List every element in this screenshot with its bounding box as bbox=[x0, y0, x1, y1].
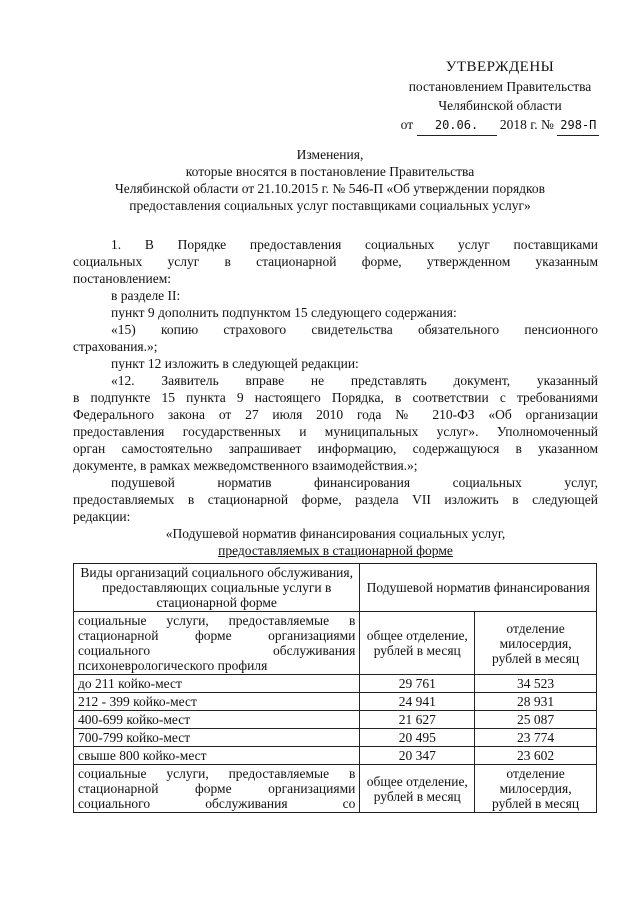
paragraph-12-line-4: предоставления государственных и муниципальных услуг». Уполномоченный bbox=[73, 424, 598, 439]
section-2-category bbox=[74, 765, 360, 813]
section-2-category-line: стационарной форме организациями bbox=[78, 781, 356, 796]
approval-line-2: Челябинской области bbox=[438, 98, 562, 113]
paragraph-point-12: пункт 12 изложить в следующей редакции: bbox=[111, 356, 359, 371]
approval-date-line bbox=[380, 115, 620, 136]
approval-date-prefix: от bbox=[400, 117, 414, 132]
paragraph-norm-line-1: подушевой норматив финансирования социальных услуг, bbox=[111, 475, 598, 490]
section-2-category-line: социального обслуживания со bbox=[78, 796, 356, 811]
row-label: 400-699 койко-мест bbox=[74, 711, 360, 729]
header-organization-types: Виды организаций социального обслуживания, предоставляющих социальные услуги в стационарной форме bbox=[74, 564, 360, 612]
row-label: 700-799 койко-мест bbox=[74, 729, 360, 747]
section-1-category bbox=[74, 612, 360, 675]
row-label: свыше 800 койко-мест bbox=[74, 747, 360, 765]
row-general-value: 20 495 bbox=[360, 729, 475, 747]
section-2-unit-general: общее отделение, рублей в месяц bbox=[360, 765, 475, 813]
document-body bbox=[73, 236, 598, 559]
table-section-2-row bbox=[74, 765, 597, 813]
section-1-unit-general: общее отделение, рублей в месяц bbox=[360, 612, 475, 675]
funding-norms-table bbox=[73, 563, 597, 813]
paragraph-norm-line-2: предоставляемых в стационарной форме, раздела VII изложить в следующей bbox=[73, 492, 598, 507]
paragraph-12-line-1: «12. Заявитель вправе не представлять документ, указанный bbox=[111, 373, 598, 388]
row-general-value: 20 347 bbox=[360, 747, 475, 765]
approval-line-1: постановлением Правительства bbox=[408, 79, 592, 94]
approval-number: 298-П bbox=[557, 116, 599, 136]
table-section-1-row bbox=[74, 612, 597, 675]
title-line-4: предоставления социальных услуг поставщиками социальных услуг» bbox=[129, 198, 531, 213]
paragraph-sub-15-line-1: «15) копию страхового свидетельства обязательного пенсионного bbox=[111, 322, 598, 337]
row-mercy-value: 28 931 bbox=[475, 693, 597, 711]
section-1-category-line: социальные услуги, предоставляемые в bbox=[78, 613, 356, 628]
row-mercy-value: 23 774 bbox=[475, 729, 597, 747]
section-1-category-line: психоневрологического профиля bbox=[78, 658, 268, 673]
paragraph-norm-line-3: редакции: bbox=[73, 509, 131, 524]
row-label: до 211 койко-мест bbox=[74, 675, 360, 693]
table-title-line-2 bbox=[73, 542, 598, 559]
paragraph-point-9: пункт 9 дополнить подпунктом 15 следующего содержания: bbox=[111, 305, 457, 320]
approval-date: 20.06. bbox=[417, 116, 497, 136]
row-general-value: 29 761 bbox=[360, 675, 475, 693]
header-funding-norm: Подушевой норматив финансирования bbox=[360, 564, 597, 612]
approval-heading: УТВЕРЖДЕНЫ bbox=[445, 59, 555, 75]
paragraph-1-line-3: постановлением: bbox=[73, 271, 171, 286]
section-1-category-line: стационарной форме организациями bbox=[78, 628, 356, 643]
row-mercy-value: 34 523 bbox=[475, 675, 597, 693]
table-row bbox=[74, 747, 597, 765]
table-row bbox=[74, 693, 597, 711]
section-2-category-line: социальные услуги, предоставляемые в bbox=[78, 766, 356, 781]
paragraph-sub-15-line-2: страхования.»; bbox=[73, 339, 158, 354]
section-1-category-line: социального обслуживания bbox=[78, 643, 356, 658]
table-row bbox=[74, 675, 597, 693]
title-line-3: Челябинской области от 21.10.2015 г. № 546-П «Об утверждении порядков bbox=[114, 181, 546, 196]
section-1-unit-mercy: отделение милосердия, рублей в месяц bbox=[475, 612, 597, 675]
document-title bbox=[70, 146, 590, 214]
approval-block bbox=[380, 58, 620, 136]
paragraph-12-line-5: орган самостоятельно запрашивает информацию, содержащуюся в указанном bbox=[73, 441, 598, 456]
row-mercy-value: 25 087 bbox=[475, 711, 597, 729]
title-line-2: которые вносятся в постановление Правительства bbox=[185, 164, 475, 179]
table-row bbox=[74, 729, 597, 747]
table-header-row bbox=[74, 564, 597, 612]
paragraph-12-line-3: Федерального закона от 27 июля 2010 года № 210-ФЗ «Об организации bbox=[73, 407, 598, 422]
table-title-line-1: «Подушевой норматив финансирования социальных услуг, bbox=[165, 526, 506, 541]
paragraph-1-line-1: 1. В Порядке предоставления социальных услуг поставщиками bbox=[111, 237, 598, 252]
title-line-1: Изменения, bbox=[296, 147, 364, 162]
row-label: 212 - 399 койко-мест bbox=[74, 693, 360, 711]
table-title-line-2-text: предоставляемых в стационарной форме bbox=[218, 543, 453, 558]
paragraph-1-line-2: социальных услуг в стационарной форме, утвержденном указанным bbox=[73, 254, 598, 269]
paragraph-12-line-6: документе, в рамках межведомственного взаимодействия.»; bbox=[73, 458, 418, 473]
row-general-value: 24 941 bbox=[360, 693, 475, 711]
section-2-unit-mercy: отделение милосердия, рублей в месяц bbox=[475, 765, 597, 813]
row-mercy-value: 23 602 bbox=[475, 747, 597, 765]
paragraph-section-ii: в разделе II: bbox=[111, 288, 181, 303]
row-general-value: 21 627 bbox=[360, 711, 475, 729]
table-row bbox=[74, 711, 597, 729]
paragraph-12-line-2: в подпункте 15 пункта 9 настоящего Порядка, в соответствии с требованиями bbox=[73, 390, 598, 405]
approval-year: 2018 г. № bbox=[499, 117, 554, 132]
